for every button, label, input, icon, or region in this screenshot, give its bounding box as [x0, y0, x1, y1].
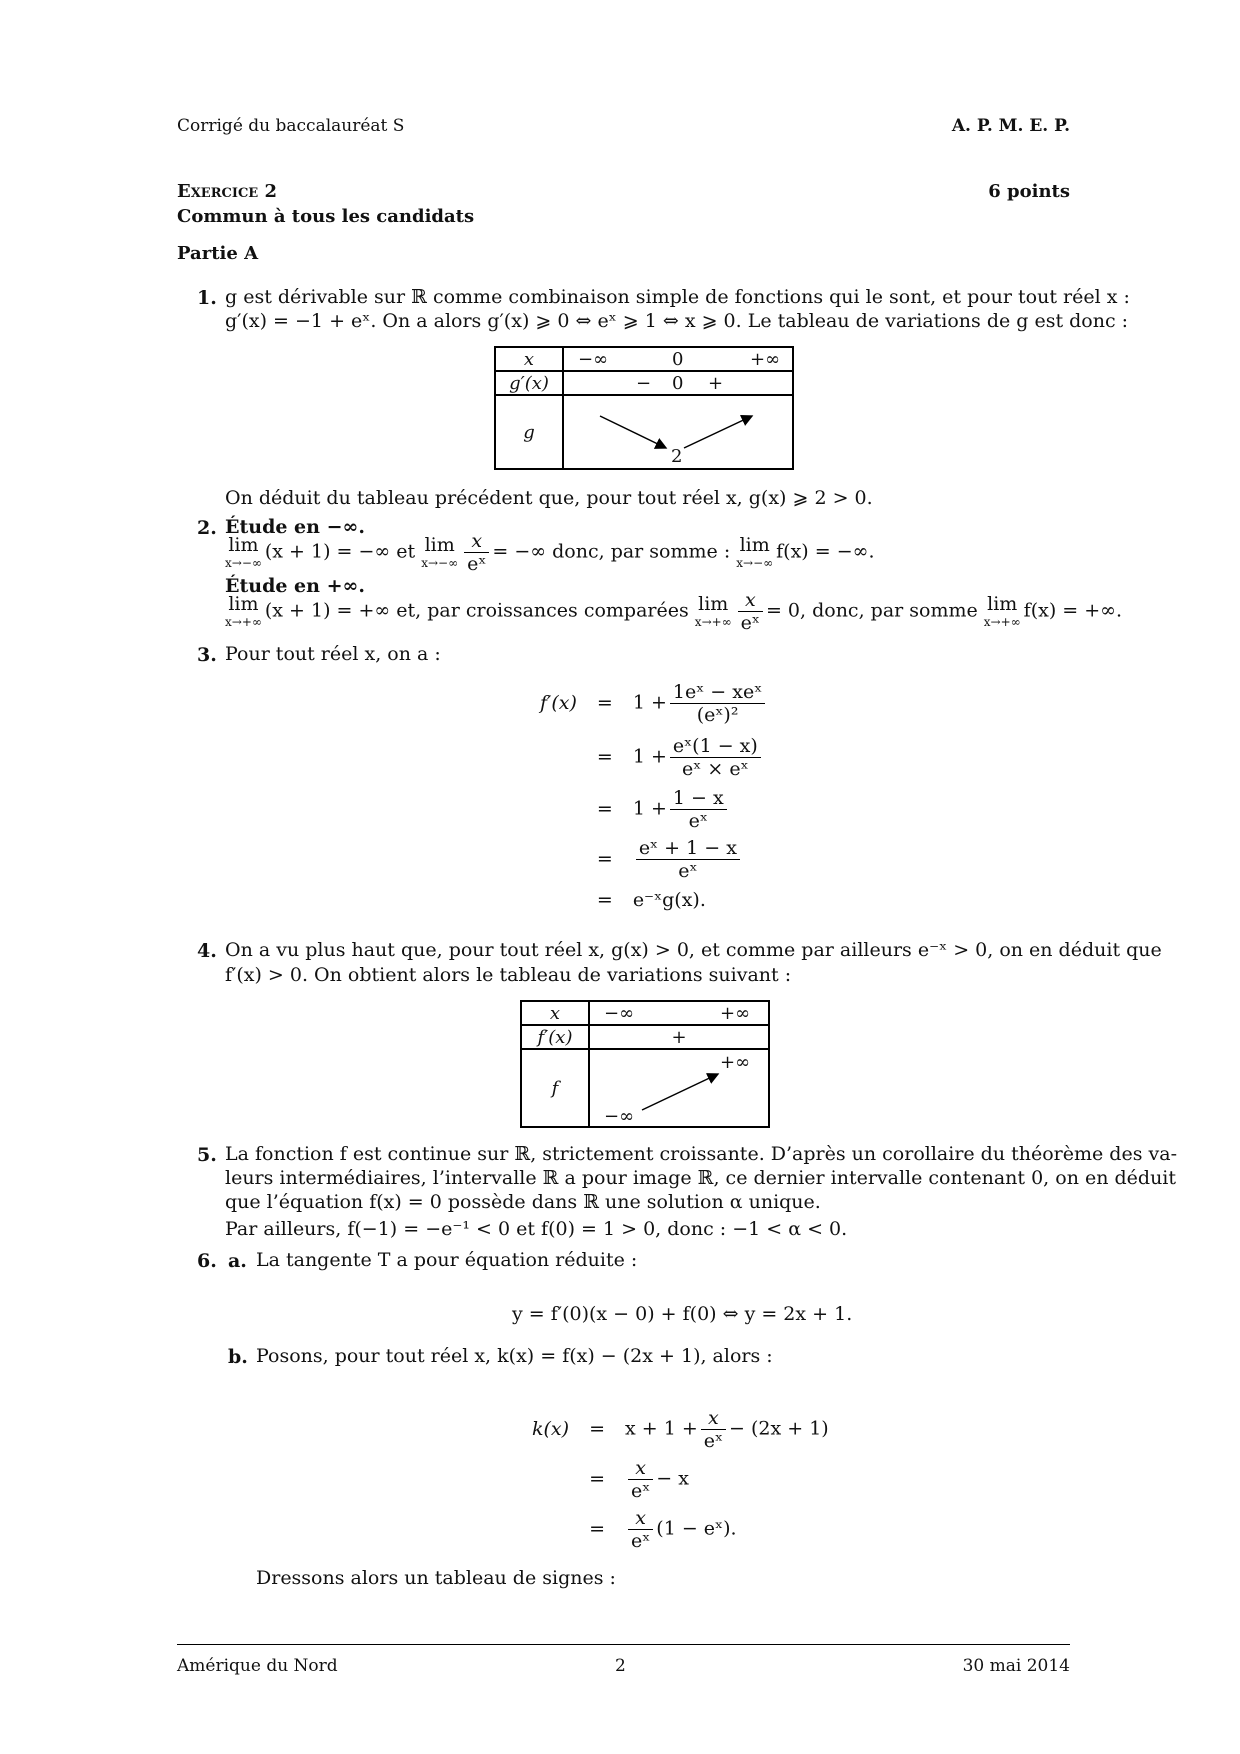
vt-f-variation [589, 1049, 769, 1127]
q5-line2: leurs intermédiaires, l’intervalle ℝ a pour image ℝ, ce dernier intervalle contenant 0, on en déduit [225, 1167, 1177, 1189]
q6-r1-post: − (2x + 1) [729, 1417, 829, 1439]
q5-number: 5. [197, 1144, 217, 1166]
q3-r2-den: eˣ × eˣ [682, 757, 749, 780]
q2-line-minus [225, 530, 875, 575]
q2-frac2-den: eˣ [740, 612, 760, 634]
q3-r1-den: (eˣ)² [696, 703, 739, 726]
lim-1: lim [228, 533, 259, 556]
q6-r3-den: eˣ [630, 1529, 651, 1552]
exercise-subtitle: Commun à tous les candidats [177, 206, 475, 227]
header-left: Corrigé du baccalauréat S [177, 116, 405, 136]
q2-number: 2. [197, 517, 217, 539]
q3-eq-3: = [596, 798, 613, 820]
q6-row3 [619, 1504, 835, 1554]
q6-row2 [619, 1454, 835, 1504]
vt-g-variation [563, 395, 793, 469]
q6b-text: Posons, pour tout réel x, k(x) = f(x) − (2x + 1), alors : [256, 1345, 773, 1367]
vt-f-x-header: x [521, 1001, 589, 1025]
q1-conclusion: On déduit du tableau précédent que, pour tout réel x, g(x) ⩾ 2 > 0. [225, 487, 873, 509]
q2-l2a: (x + 1) = +∞ et, par croissances comparées [264, 599, 689, 622]
q3-r2-num: eˣ(1 − x) [670, 735, 761, 758]
q3-row1 [627, 676, 774, 730]
lim-5: lim [698, 592, 729, 615]
variation-table-f [520, 1000, 770, 1128]
q2-l2c: f(x) = +∞. [1023, 599, 1123, 622]
q4-line1: On a vu plus haut que, pour tout réel x, g(x) > 0, et comme par ailleurs e⁻ˣ > 0, on en déduit que [225, 939, 1162, 961]
q3-row3 [627, 784, 774, 834]
lim-4-sub: x→+∞ [225, 614, 262, 629]
vt-g-x-header: x [495, 347, 563, 371]
variation-table-g [494, 346, 794, 470]
q6-r3-post: (1 − eˣ). [656, 1517, 737, 1539]
q5-line1: La fonction f est continue sur ℝ, strictement croissante. D’après un corollaire du théorème des va- [225, 1143, 1177, 1165]
q6a-text: La tangente T a pour équation réduite : [256, 1249, 638, 1271]
q3-derivation [534, 676, 774, 916]
q1-line1: g est dérivable sur ℝ comme combinaison simple de fonctions qui le sont, et pour tout réel x : [225, 286, 1130, 308]
lim-6: lim [987, 592, 1018, 615]
exercise-points: 6 points [988, 181, 1070, 202]
vt-f-high: +∞ [720, 1052, 751, 1073]
q3-row2 [627, 730, 774, 784]
vt-g-signs [563, 371, 793, 395]
vt-g-minus: − [636, 373, 652, 394]
vt-f-low: −∞ [604, 1106, 635, 1127]
q3-r3-pre: 1 + [632, 797, 667, 819]
footer-left: Amérique du Nord [177, 1656, 338, 1676]
vt-g-zero: 0 [672, 373, 684, 394]
lim-3-sub: x→−∞ [736, 555, 774, 570]
q6b-derivation [526, 1404, 835, 1554]
vt-f-sign: + [589, 1025, 769, 1049]
q3-r3-den: eˣ [688, 809, 708, 832]
exercise-title: Exercice 2 [177, 181, 277, 202]
vt-g-plus: + [708, 373, 724, 394]
q1-line2: g′(x) = −1 + eˣ. On a alors g′(x) ⩾ 0 ⇔ eˣ ⩾ 1 ⇔ x ⩾ 0. Le tableau de variations de g est donc : [225, 310, 1129, 332]
lim-5-sub: x→+∞ [694, 614, 732, 629]
q2-heading-plus: Étude en +∞. [225, 575, 365, 597]
vt-g-min: 2 [671, 446, 683, 467]
q4-number: 4. [197, 940, 217, 962]
q2-line-plus [225, 589, 1122, 634]
q5-line4: Par ailleurs, f(−1) = −e⁻¹ < 0 et f(0) = 1 > 0, donc : −1 < α < 0. [225, 1218, 848, 1240]
q6-eq-1: = [589, 1418, 605, 1440]
lim-2: lim [424, 533, 455, 556]
q3-lhs: f′(x) [540, 692, 577, 714]
q6-r3-num: x [628, 1507, 653, 1530]
vt-g-x-values [563, 347, 793, 371]
q2-frac1-num: x [464, 530, 489, 553]
q3-eq-1: = [596, 692, 613, 714]
q6-r2-den: eˣ [630, 1479, 651, 1502]
q2-l1b: = −∞ donc, par somme : [492, 540, 731, 563]
q3-intro: Pour tout réel x, on a : [225, 643, 441, 665]
lim-4: lim [228, 592, 259, 615]
q3-r1-pre: 1 + [632, 691, 667, 713]
q2-heading-minus: Étude en −∞. [225, 516, 365, 538]
q6-number: 6. [197, 1250, 217, 1272]
vt-g-arrow-up [684, 416, 752, 448]
footer-page-number: 2 [615, 1656, 626, 1676]
q6-eq-3: = [589, 1518, 605, 1540]
q6-r1-pre: x + 1 + [624, 1417, 698, 1439]
vt-f-xp: +∞ [720, 1003, 751, 1024]
q6b-label: b. [228, 1346, 248, 1368]
header-right: A. P. M. E. P. [951, 116, 1070, 136]
q3-eq-2: = [596, 746, 613, 768]
q3-r4-num: eˣ + 1 − x [636, 837, 740, 860]
q5-line3: que l’équation f(x) = 0 possède dans ℝ une solution α unique. [225, 1191, 821, 1213]
q2-l1c: f(x) = −∞. [776, 540, 875, 563]
vt-f-xm: −∞ [604, 1003, 635, 1024]
q3-r4-den: eˣ [678, 859, 698, 882]
q2-frac1-den: eˣ [467, 553, 487, 575]
q6-r2-num: x [628, 1457, 653, 1480]
vt-g-func-header: g [495, 395, 563, 469]
vt-g-x0: 0 [672, 349, 684, 370]
lim-6-sub: x→+∞ [983, 614, 1021, 629]
q3-r2-pre: 1 + [632, 745, 667, 767]
q3-row4 [627, 834, 774, 884]
q2-l1a: (x + 1) = −∞ et [264, 540, 416, 563]
vt-f-func-header: f [521, 1049, 589, 1127]
q6-r1-num: x [701, 1407, 726, 1430]
q6a-equation: y = f′(0)(x − 0) + f(0) ⇔ y = 2x + 1. [512, 1303, 853, 1325]
q6-r2-post: − x [656, 1467, 689, 1489]
q6-row1 [619, 1404, 835, 1454]
lim-1-sub: x→−∞ [225, 555, 262, 570]
lim-3: lim [739, 533, 770, 556]
q6-lhs: k(x) [532, 1418, 570, 1440]
vt-f-deriv-header: f′(x) [521, 1025, 589, 1049]
lim-2-sub: x→−∞ [421, 555, 459, 570]
q3-row5: e⁻ˣg(x). [632, 889, 706, 911]
vt-g-deriv-header: g′(x) [495, 371, 563, 395]
q6b-final: Dressons alors un tableau de signes : [256, 1567, 616, 1589]
footer-right: 30 mai 2014 [962, 1656, 1070, 1676]
q3-r1-num: 1eˣ − xeˣ [670, 681, 765, 704]
q2-frac2-num: x [738, 589, 763, 612]
q3-eq-5: = [596, 889, 613, 911]
vt-f-x-values [589, 1001, 769, 1025]
footer-rule [177, 1644, 1070, 1645]
vt-g-xp: +∞ [750, 349, 781, 370]
part-title: Partie A [177, 243, 259, 264]
vt-g-arrow-down [600, 416, 666, 448]
q2-l2b: = 0, donc, par somme [765, 599, 978, 622]
q6-eq-2: = [589, 1468, 605, 1490]
q3-number: 3. [197, 644, 217, 666]
q3-r3-num: 1 − x [670, 787, 727, 810]
q6-r1-den: eˣ [703, 1429, 724, 1452]
q6a-label: a. [228, 1250, 247, 1272]
q3-eq-4: = [596, 848, 613, 870]
q4-line2: f′(x) > 0. On obtient alors le tableau de variations suivant : [225, 964, 792, 986]
vt-f-arrow-up [642, 1074, 718, 1110]
vt-g-xm: −∞ [578, 349, 609, 370]
q1-number: 1. [197, 287, 217, 309]
